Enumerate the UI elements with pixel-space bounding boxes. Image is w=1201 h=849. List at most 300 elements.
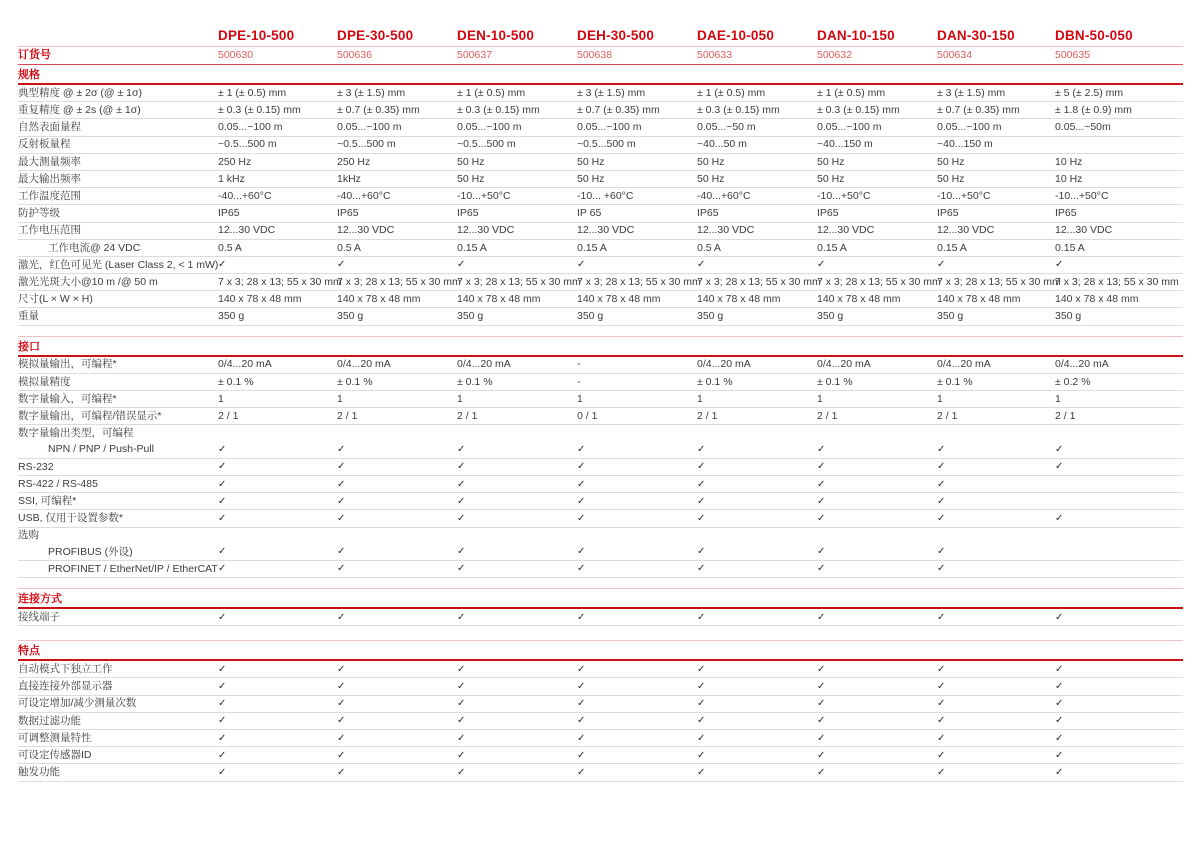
check-icon: ✓	[937, 663, 946, 675]
spec-value: 0/4...20 mA	[337, 358, 391, 371]
spec-value: 7 x 3; 28 x 13; 55 x 30 mm	[817, 275, 941, 288]
check-icon: ✓	[937, 512, 946, 524]
check-cell	[1055, 513, 1183, 524]
check-cell	[218, 681, 337, 692]
spec-value: 0.05...~50m	[1055, 121, 1111, 134]
spec-row-label: 激光光斑大小@10 m /@ 50 m	[18, 275, 158, 288]
check-icon: ✓	[697, 698, 706, 710]
spec-value: IP65	[817, 207, 839, 220]
check-cell	[1055, 767, 1183, 778]
spec-value: 0.15 A	[1055, 241, 1085, 254]
spec-value: ~0.5...500 m	[577, 138, 636, 151]
check-cell	[457, 750, 577, 761]
check-icon: ✓	[817, 546, 826, 558]
table-row	[18, 102, 1183, 119]
check-cell	[337, 546, 457, 557]
check-cell	[577, 461, 697, 472]
check-cell	[218, 259, 337, 270]
spec-value: -10...+50°C	[457, 189, 511, 202]
check-cell	[337, 563, 457, 574]
order-number: 500637	[457, 49, 493, 62]
spec-row-label: 可调整测量特性	[18, 731, 92, 744]
spec-value: 140 x 78 x 48 mm	[218, 293, 302, 306]
check-icon: ✓	[337, 663, 346, 675]
check-cell	[577, 563, 697, 574]
check-cell	[577, 750, 697, 761]
spec-value: ± 0.3 (± 0.15) mm	[697, 104, 780, 117]
spec-value: 0.5 A	[218, 241, 242, 254]
spec-value: 1	[218, 392, 224, 405]
spec-row-label: 重复精度 @ ± 2s (@ ± 1σ)	[18, 104, 141, 117]
check-cell	[817, 681, 937, 692]
check-cell	[1055, 681, 1183, 692]
spec-value: 50 Hz	[817, 172, 845, 185]
order-number: 500630	[218, 49, 254, 62]
spec-value: IP65	[937, 207, 959, 220]
check-icon: ✓	[218, 698, 227, 710]
check-cell	[457, 496, 577, 507]
spec-value: 12...30 VDC	[337, 224, 395, 237]
check-icon: ✓	[457, 732, 466, 744]
table-row	[18, 205, 1183, 222]
table-row	[18, 425, 1183, 441]
spec-value: 10 Hz	[1055, 172, 1083, 185]
spec-row-label: RS-422 / RS-485	[18, 477, 98, 490]
check-cell	[218, 612, 337, 623]
check-icon: ✓	[577, 512, 586, 524]
spec-value: ± 0.7 (± 0.35) mm	[337, 104, 420, 117]
product-column-header: DAE-10-050	[697, 27, 775, 43]
section-header	[18, 588, 1183, 609]
check-icon: ✓	[577, 461, 586, 473]
check-icon: ✓	[817, 259, 826, 271]
check-icon: ✓	[817, 461, 826, 473]
spec-value: 0.05...~100 m	[218, 121, 283, 134]
check-cell	[218, 563, 337, 574]
check-icon: ✓	[937, 461, 946, 473]
check-cell	[577, 612, 697, 623]
spec-value: 0/4...20 mA	[457, 358, 511, 371]
spec-value: 350 g	[817, 310, 844, 323]
check-cell	[457, 767, 577, 778]
spec-value: 140 x 78 x 48 mm	[697, 293, 781, 306]
check-cell	[817, 513, 937, 524]
check-icon: ✓	[218, 512, 227, 524]
check-icon: ✓	[577, 732, 586, 744]
order-number: 500634	[937, 49, 973, 62]
table-row	[18, 528, 1183, 544]
check-cell	[937, 546, 1055, 557]
table-row	[18, 510, 1183, 527]
spec-value: ~0.5...500 m	[337, 138, 396, 151]
check-icon: ✓	[937, 732, 946, 744]
spec-value: ± 3 (± 1.5) mm	[337, 86, 406, 99]
check-icon: ✓	[817, 749, 826, 761]
spec-value: 350 g	[1055, 310, 1082, 323]
check-cell	[1055, 698, 1183, 709]
table-row	[18, 171, 1183, 188]
spec-value: 0.15 A	[937, 241, 967, 254]
spec-value: ± 1 (± 0.5) mm	[457, 86, 526, 99]
spec-row-label: 激光，红色可见光 (Laser Class 2, < 1 mW)	[18, 258, 219, 271]
spec-row-label: SSI, 可编程*	[18, 494, 77, 507]
check-cell	[937, 612, 1055, 623]
check-icon: ✓	[218, 546, 227, 558]
table-row	[18, 696, 1183, 713]
table-row	[18, 119, 1183, 136]
spec-value: 0.15 A	[817, 241, 847, 254]
table-row	[18, 154, 1183, 171]
check-cell	[457, 698, 577, 709]
order-number: 500632	[817, 49, 853, 62]
spec-row-label: 自动模式下独立工作	[18, 663, 113, 676]
check-cell	[937, 563, 1055, 574]
check-icon: ✓	[337, 259, 346, 271]
check-cell	[457, 479, 577, 490]
check-cell	[1055, 664, 1183, 675]
spec-value: 12...30 VDC	[697, 224, 755, 237]
check-cell	[218, 715, 337, 726]
check-cell	[937, 681, 1055, 692]
spec-value: 0.05...~100 m	[817, 121, 882, 134]
spec-value: IP65	[218, 207, 240, 220]
check-cell	[218, 461, 337, 472]
spec-value: 0/4...20 mA	[1055, 358, 1109, 371]
table-row	[18, 764, 1183, 781]
table-row	[18, 374, 1183, 391]
table-row	[18, 459, 1183, 476]
check-icon: ✓	[337, 698, 346, 710]
table-row	[18, 391, 1183, 408]
spec-value: ~40...50 m	[697, 138, 747, 151]
spec-row-label: 可设定传感器ID	[18, 749, 92, 762]
check-cell	[218, 767, 337, 778]
check-icon: ✓	[337, 766, 346, 778]
product-column-header: DEN-10-500	[457, 27, 535, 43]
check-icon: ✓	[1055, 461, 1064, 473]
check-icon: ✓	[1055, 444, 1064, 456]
check-cell	[817, 444, 937, 455]
check-icon: ✓	[457, 663, 466, 675]
check-icon: ✓	[457, 563, 466, 575]
check-cell	[817, 733, 937, 744]
check-icon: ✓	[457, 495, 466, 507]
check-cell	[937, 715, 1055, 726]
check-icon: ✓	[218, 715, 227, 727]
spec-value: 1	[457, 392, 463, 405]
spec-value: ± 0.2 %	[1055, 375, 1091, 388]
check-icon: ✓	[218, 461, 227, 473]
check-icon: ✓	[697, 611, 706, 623]
check-icon: ✓	[218, 259, 227, 271]
check-icon: ✓	[577, 259, 586, 271]
spec-row-label: 数据过滤功能	[18, 714, 81, 727]
check-icon: ✓	[817, 611, 826, 623]
product-column-header: DAN-30-150	[937, 27, 1015, 43]
check-icon: ✓	[1055, 749, 1064, 761]
check-icon: ✓	[337, 681, 346, 693]
table-row	[18, 442, 1183, 459]
spec-value: 50 Hz	[577, 172, 605, 185]
spec-value: ± 0.3 (± 0.15) mm	[457, 104, 540, 117]
spec-row-label: 直接连接外部显示器	[18, 680, 113, 693]
check-cell	[337, 479, 457, 490]
check-icon: ✓	[697, 461, 706, 473]
spec-value: 0.05...~100 m	[577, 121, 642, 134]
check-icon: ✓	[937, 478, 946, 490]
spec-value: 0.5 A	[697, 241, 721, 254]
check-cell	[457, 715, 577, 726]
check-cell	[817, 461, 937, 472]
product-column-header: DPE-10-500	[218, 27, 295, 43]
spec-row-label: 最大输出频率	[18, 172, 81, 185]
spec-value: 50 Hz	[937, 172, 965, 185]
check-cell	[337, 496, 457, 507]
check-icon: ✓	[1055, 681, 1064, 693]
spec-value: -10... +60°C	[577, 189, 634, 202]
check-icon: ✓	[817, 444, 826, 456]
spec-row-label: 最大测量频率	[18, 155, 81, 168]
spec-value: ± 1 (± 0.5) mm	[817, 86, 886, 99]
check-cell	[577, 664, 697, 675]
section-title: 特点	[18, 645, 40, 658]
spec-value: 250 Hz	[218, 155, 252, 168]
check-cell	[457, 664, 577, 675]
check-cell	[697, 612, 817, 623]
check-cell	[218, 733, 337, 744]
check-icon: ✓	[937, 259, 946, 271]
spec-value: ± 0.1 %	[697, 375, 733, 388]
check-icon: ✓	[337, 461, 346, 473]
check-cell	[577, 733, 697, 744]
check-icon: ✓	[697, 478, 706, 490]
spec-value: 2 / 1	[937, 410, 958, 423]
table-row	[18, 188, 1183, 205]
check-icon: ✓	[577, 749, 586, 761]
check-icon: ✓	[337, 546, 346, 558]
check-cell	[817, 546, 937, 557]
check-icon: ✓	[817, 478, 826, 490]
check-cell	[1055, 461, 1183, 472]
spec-row-label: 触发功能	[18, 766, 60, 779]
spec-value: ± 0.1 %	[337, 375, 373, 388]
check-icon: ✓	[1055, 663, 1064, 675]
spec-value: ~40...150 m	[937, 138, 993, 151]
check-icon: ✓	[337, 611, 346, 623]
check-icon: ✓	[457, 681, 466, 693]
check-icon: ✓	[337, 478, 346, 490]
check-cell	[457, 259, 577, 270]
check-icon: ✓	[697, 512, 706, 524]
check-cell	[697, 479, 817, 490]
check-cell	[577, 681, 697, 692]
spec-value: 1 kHz	[218, 172, 245, 185]
check-icon: ✓	[697, 766, 706, 778]
check-icon: ✓	[577, 495, 586, 507]
check-cell	[577, 513, 697, 524]
table-row	[18, 661, 1183, 678]
spec-value: 7 x 3; 28 x 13; 55 x 30 mm	[937, 275, 1061, 288]
check-cell	[937, 259, 1055, 270]
check-cell	[337, 513, 457, 524]
spec-value: -40...+60°C	[697, 189, 751, 202]
check-cell	[937, 767, 1055, 778]
table-row	[18, 85, 1183, 102]
check-icon: ✓	[337, 715, 346, 727]
spec-value: ± 1 (± 0.5) mm	[218, 86, 287, 99]
spec-row-label: 反射板量程	[18, 138, 71, 151]
check-cell	[817, 259, 937, 270]
check-cell	[697, 664, 817, 675]
check-icon: ✓	[337, 444, 346, 456]
spec-value: 0.05...~50 m	[697, 121, 756, 134]
check-cell	[457, 612, 577, 623]
spec-value: 50 Hz	[937, 155, 965, 168]
check-cell	[457, 681, 577, 692]
spec-value: 2 / 1	[218, 410, 239, 423]
spec-row-label: 接线端子	[18, 610, 60, 623]
check-icon: ✓	[937, 444, 946, 456]
spec-value: 0/4...20 mA	[697, 358, 751, 371]
spec-value: IP 65	[577, 207, 602, 220]
table-row	[18, 357, 1183, 374]
check-cell	[577, 496, 697, 507]
spec-value: IP65	[1055, 207, 1077, 220]
spec-value: ± 1 (± 0.5) mm	[697, 86, 766, 99]
spec-value: 12...30 VDC	[218, 224, 276, 237]
check-cell	[337, 259, 457, 270]
check-cell	[817, 496, 937, 507]
check-icon: ✓	[1055, 259, 1064, 271]
check-cell	[218, 513, 337, 524]
spec-value: 350 g	[577, 310, 604, 323]
check-cell	[697, 513, 817, 524]
check-icon: ✓	[817, 698, 826, 710]
check-cell	[817, 664, 937, 675]
table-row	[18, 609, 1183, 626]
spec-value: 12...30 VDC	[817, 224, 875, 237]
check-cell	[1055, 444, 1183, 455]
check-icon: ✓	[697, 749, 706, 761]
spec-value: 50 Hz	[697, 155, 725, 168]
order-number-row	[18, 47, 1183, 65]
check-icon: ✓	[218, 749, 227, 761]
spec-value: 140 x 78 x 48 mm	[937, 293, 1021, 306]
spec-row-label: 选购	[18, 529, 39, 542]
order-number: 500633	[697, 49, 733, 62]
check-icon: ✓	[817, 681, 826, 693]
check-cell	[697, 698, 817, 709]
spec-value: 2 / 1	[1055, 410, 1076, 423]
spec-value: 50 Hz	[697, 172, 725, 185]
spec-row-label: 工作电压范围	[18, 224, 81, 237]
spec-value: ± 3 (± 1.5) mm	[577, 86, 646, 99]
spec-value: 0/4...20 mA	[937, 358, 991, 371]
check-icon: ✓	[457, 512, 466, 524]
check-cell	[457, 461, 577, 472]
check-cell	[577, 259, 697, 270]
spec-value: ~40...150 m	[817, 138, 873, 151]
table-row	[18, 747, 1183, 764]
check-cell	[697, 461, 817, 472]
spec-value: 2 / 1	[457, 410, 478, 423]
check-cell	[817, 698, 937, 709]
spec-value: 2 / 1	[697, 410, 718, 423]
spec-value: 50 Hz	[457, 172, 485, 185]
check-cell	[457, 513, 577, 524]
spec-value: 0.05...~100 m	[937, 121, 1002, 134]
check-cell	[817, 767, 937, 778]
spec-value: -10...+50°C	[1055, 189, 1109, 202]
check-cell	[577, 479, 697, 490]
check-icon: ✓	[457, 698, 466, 710]
spec-value: 7 x 3; 28 x 13; 55 x 30 mm	[218, 275, 342, 288]
check-icon: ✓	[1055, 512, 1064, 524]
spec-row-label: 尺寸(L × W × H)	[18, 293, 93, 306]
check-icon: ✓	[577, 766, 586, 778]
check-icon: ✓	[577, 663, 586, 675]
spec-value: ± 1.8 (± 0.9) mm	[1055, 104, 1132, 117]
table-row	[18, 678, 1183, 695]
check-cell	[817, 563, 937, 574]
check-icon: ✓	[457, 611, 466, 623]
spec-row-label: 防护等级	[18, 207, 60, 220]
check-icon: ✓	[817, 732, 826, 744]
spec-row-label: 重量	[18, 310, 39, 323]
spec-value: 2 / 1	[337, 410, 358, 423]
check-icon: ✓	[457, 749, 466, 761]
spec-value: 350 g	[457, 310, 484, 323]
check-cell	[337, 612, 457, 623]
check-cell	[337, 444, 457, 455]
spec-value: 1	[817, 392, 823, 405]
check-icon: ✓	[937, 715, 946, 727]
spec-row-label: 可设定增加/减少测量次数	[18, 697, 137, 710]
spec-value: 140 x 78 x 48 mm	[457, 293, 541, 306]
table-row	[18, 308, 1183, 325]
check-icon: ✓	[218, 766, 227, 778]
spec-value: 7 x 3; 28 x 13; 55 x 30 mm	[697, 275, 821, 288]
spec-value: 0 / 1	[577, 410, 598, 423]
spec-value: 7 x 3; 28 x 13; 55 x 30 mm	[1055, 275, 1179, 288]
spec-value: ± 0.7 (± 0.35) mm	[937, 104, 1020, 117]
check-icon: ✓	[697, 563, 706, 575]
spec-row-label: NPN / PNP / Push-Pull	[48, 443, 155, 456]
check-icon: ✓	[697, 715, 706, 727]
check-cell	[697, 259, 817, 270]
check-icon: ✓	[577, 715, 586, 727]
spec-value: 50 Hz	[817, 155, 845, 168]
spec-value: 350 g	[937, 310, 964, 323]
section-title: 连接方式	[18, 593, 62, 606]
spec-value: 7 x 3; 28 x 13; 55 x 30 mm	[577, 275, 701, 288]
check-cell	[577, 444, 697, 455]
check-icon: ✓	[817, 663, 826, 675]
check-icon: ✓	[457, 259, 466, 271]
spec-value: 140 x 78 x 48 mm	[1055, 293, 1139, 306]
check-icon: ✓	[337, 563, 346, 575]
check-cell	[937, 479, 1055, 490]
spec-row-label: PROFIBUS (外设)	[48, 545, 133, 558]
check-cell	[218, 444, 337, 455]
spec-value: -	[577, 375, 581, 388]
check-cell	[577, 715, 697, 726]
check-cell	[1055, 750, 1183, 761]
check-cell	[1055, 733, 1183, 744]
spec-value: 50 Hz	[457, 155, 485, 168]
check-icon: ✓	[577, 563, 586, 575]
table-row	[18, 137, 1183, 154]
